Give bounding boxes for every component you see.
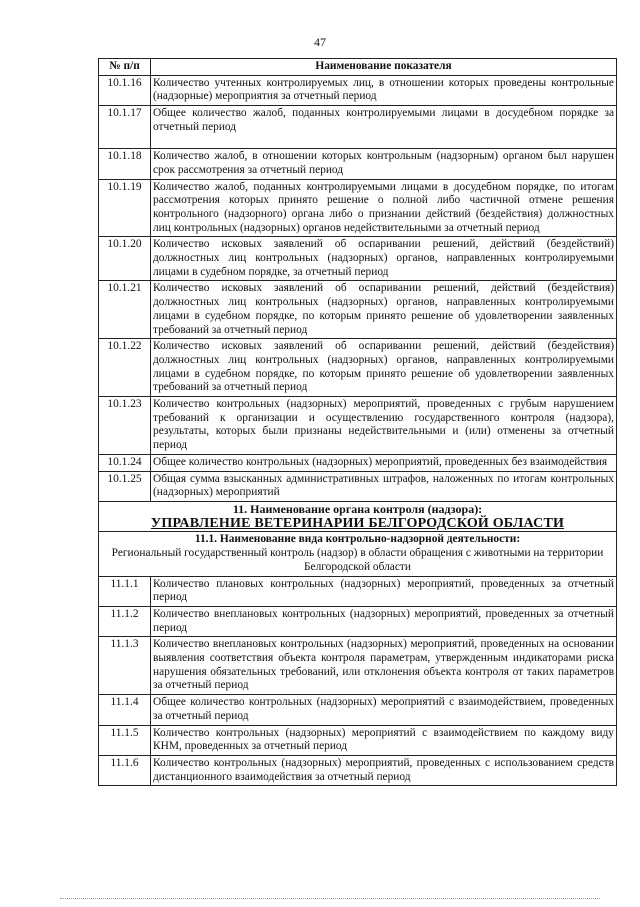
table-row: [99, 179, 617, 237]
row-text: Количество контрольных (надзорных) мероприятий, проведенных с использованием средств дистанционного взаимодействия за отчетный период: [151, 755, 617, 785]
table-row: [99, 339, 617, 397]
row-number: 10.1.24: [99, 454, 151, 471]
row-text: Общая сумма взысканных административных штрафов, наложенных по итогам контрольных (надзорных) мероприятий: [151, 471, 617, 501]
table-row: [99, 755, 617, 785]
page-number: 47: [314, 35, 326, 49]
row-number: 11.1.5: [99, 725, 151, 755]
row-text: Общее количество жалоб, поданных контролируемыми лицами в досудебном порядке за отчетный период: [151, 106, 617, 149]
row-text: Количество контрольных (надзорных) мероприятий, проведенных с грубым нарушением требований к организации и осуществлению государственного контроля (надзора), результаты, которых были признаны недействительными и (или) отменены за отчетный период: [151, 397, 617, 455]
table-row: [99, 149, 617, 179]
section-heading: [99, 501, 617, 531]
indicators-table: [98, 58, 617, 786]
row-number: 11.1.3: [99, 637, 151, 695]
row-number: 10.1.23: [99, 397, 151, 455]
row-text: Количество внеплановых контрольных (надзорных) мероприятий, проведенных за отчетный период: [151, 606, 617, 636]
table-header-row: [99, 59, 617, 76]
table-row: [99, 281, 617, 339]
row-number: 11.1.2: [99, 606, 151, 636]
row-text: Количество учтенных контролируемых лиц, в отношении которых проведены контрольные (надзорные) мероприятия за отчетный период: [151, 75, 617, 105]
row-number: 11.1.1: [99, 576, 151, 606]
table-row: [99, 397, 617, 455]
row-number: 10.1.25: [99, 471, 151, 501]
table-row: [99, 106, 617, 149]
column-header-name: Наименование показателя: [151, 59, 617, 76]
subsection-title: 11.1. Наименование вида контрольно-надзорной деятельности:: [194, 533, 521, 546]
row-number: 10.1.20: [99, 237, 151, 281]
row-text: Количество контрольных (надзорных) мероприятий с взаимодействием по каждому виду КНМ, проведенных за отчетный период: [151, 725, 617, 755]
table-row: [99, 471, 617, 501]
row-text: Количество жалоб, в отношении которых контрольным (надзорным) органом был нарушен срок рассмотрения за отчетный период: [151, 149, 617, 179]
row-text: Количество внеплановых контрольных (надзорных) мероприятий, проведенных на основании выявления соответствия объекта контроля параметрам, утвержденным индикаторами риска нарушения обязательных требований, или отклонения объекта контроля от таких параметров за отчетный период: [151, 637, 617, 695]
row-number: 11.1.6: [99, 755, 151, 785]
table-row: [99, 606, 617, 636]
row-text: Количество жалоб, поданных контролируемыми лицами в досудебном порядке, по итогам рассмотрения которых принято решение о полной либо частичной отмене решения контрольного (надзорного) органа либо о признании действий (бездействия) должностных лиц контрольных (надзорных) органов недействительными за отчетный период: [151, 179, 617, 237]
row-number: 10.1.16: [99, 75, 151, 105]
subsection-heading-row: [99, 532, 617, 576]
table-row: [99, 75, 617, 105]
row-number: 11.1.4: [99, 695, 151, 725]
column-header-number: № п/п: [99, 59, 151, 76]
row-text: Количество исковых заявлений об оспаривании решений, действий (бездействий) должностных лиц контрольных (надзорных) органов, направленных контролируемыми лицами в судебном порядке, за отчетный период: [151, 237, 617, 281]
table-row: [99, 637, 617, 695]
table-row: [99, 725, 617, 755]
row-number: 10.1.21: [99, 281, 151, 339]
row-number: 10.1.18: [99, 149, 151, 179]
row-text: Количество исковых заявлений об оспаривании решений, действий (бездействия) должностных лиц контрольных (надзорных) органов, направленных контролируемыми лицами в судебном порядке, по которым принято решение об удовлетворении заявленных требований за отчетный период: [151, 281, 617, 339]
row-text: Количество плановых контрольных (надзорных) мероприятий, проведенных за отчетный период: [151, 576, 617, 606]
table-row: [99, 454, 617, 471]
table-row: [99, 695, 617, 725]
row-text: Общее количество контрольных (надзорных) мероприятий, проведенных без взаимодействия: [151, 454, 617, 471]
table-row: [99, 237, 617, 281]
scan-edge-divider: [60, 898, 600, 899]
section-heading-row: [99, 501, 617, 531]
organization-name: УПРАВЛЕНИЕ ВЕТЕРИНАРИИ БЕЛГОРОДСКОЙ ОБЛАСТИ: [150, 515, 565, 531]
row-number: 10.1.22: [99, 339, 151, 397]
subsection-description: Региональный государственный контроль (надзор) в области обращения с животными на территории Белгородской области: [111, 547, 604, 573]
row-number: 10.1.19: [99, 179, 151, 237]
row-text: Количество исковых заявлений об оспаривании решений, действий (бездействия) должностных лиц контрольных (надзорных) органов, направленных контролируемыми лицами в судебном порядке, по которым принято решение об удовлетворении заявленных требований за отчетный период: [151, 339, 617, 397]
table-row: [99, 576, 617, 606]
row-text: Общее количество контрольных (надзорных) мероприятий с взаимодействием, проведенных за отчетный период: [151, 695, 617, 725]
subsection-heading: [99, 532, 617, 576]
section-title: 11. Наименование органа контроля (надзора):: [232, 501, 483, 516]
row-number: 10.1.17: [99, 106, 151, 149]
